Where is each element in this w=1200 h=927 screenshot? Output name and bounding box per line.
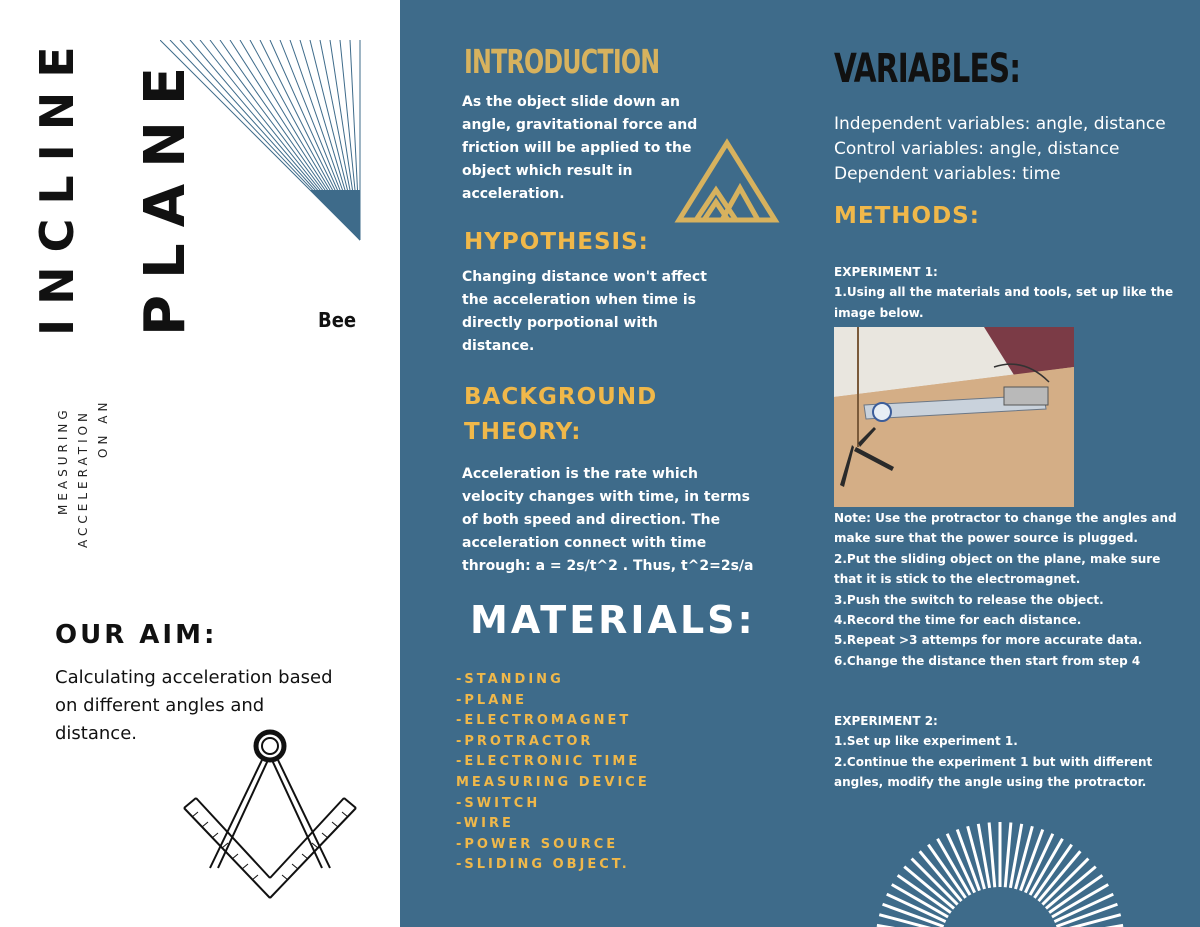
control-variables: Control variables: angle, distance — [834, 139, 1120, 159]
variables-list — [834, 112, 1166, 187]
list-item: -POWER SOURCE — [456, 836, 619, 852]
sunburst-ray — [1042, 859, 1088, 905]
mountain-icon — [674, 138, 780, 224]
note-text: Note: Use the protractor to change the angles and make sure that the power source is plugged. — [834, 511, 1177, 546]
list-item: -SLIDING OBJECT. — [456, 857, 630, 873]
independent-variables: Independent variables: angle, distance — [834, 114, 1166, 134]
experiment2-step1: 1.Set up like experiment 1. — [834, 734, 1018, 749]
hypothesis-body: Changing distance won't affect the acceleration when time is directly porpotional with distance. — [462, 269, 707, 354]
dependent-variables: Dependent variables: time — [834, 164, 1061, 184]
apparatus-photo — [834, 327, 1074, 507]
step-4: 4.Record the time for each distance. — [834, 613, 1082, 628]
list-item: -SWITCH — [456, 795, 541, 811]
subtitle-on-an: ON AN — [96, 398, 110, 458]
title-incline: INCLINE — [30, 32, 84, 336]
compass-square-icon — [182, 728, 362, 908]
list-item: -ELECTROMAGNET — [456, 713, 632, 729]
introduction-body: As the object slide down an angle, gravitational force and friction will be applied to the object which result in acceleration. — [462, 94, 698, 202]
experiment2-title: EXPERIMENT 2: — [834, 714, 938, 728]
variables-heading: VARIABLES: — [834, 46, 1021, 92]
content-panel — [400, 0, 1200, 927]
list-item: -PROTRACTOR — [456, 733, 594, 749]
sunburst-ray — [978, 824, 989, 888]
aim-heading: OUR AIM: — [55, 620, 218, 650]
experiment1-title: EXPERIMENT 1: — [834, 265, 938, 279]
background-body: Acceleration is the rate which velocity changes with time, in terms of both speed and direction. The acceleration connect with time through: a = 2s/t^2 . Thus, t^2=2s/a — [462, 466, 754, 574]
subtitle-acceleration: ACCELERATION — [76, 408, 90, 548]
list-item: -WIRE — [456, 816, 514, 832]
sunburst-graphic — [820, 812, 1180, 927]
author-name: Bee — [318, 308, 357, 332]
sunburst-ray — [1010, 824, 1021, 888]
list-item: -ELECTRONIC TIME MEASURING DEVICE — [456, 754, 650, 790]
sunburst-ray — [989, 822, 995, 887]
step-6: 6.Change the distance then start from step 4 — [834, 653, 1141, 668]
procedure-steps — [834, 508, 1179, 671]
list-item: -STANDING — [456, 672, 564, 687]
step-5: 5.Repeat >3 attemps for more accurate data. — [834, 633, 1143, 648]
step-3: 3.Push the switch to release the object. — [834, 592, 1104, 607]
background-heading-line2: THEORY: — [464, 419, 582, 445]
experiment2-step2: 2.Continue the experiment 1 but with different angles, modify the angle using the protractor. — [834, 754, 1153, 790]
materials-heading: MATERIALS: — [470, 598, 756, 642]
title-plane: PLANE — [133, 50, 198, 336]
subtitle-measuring: MEASURING — [56, 406, 70, 515]
experiment1-step1: 1.Using all the materials and tools, set up like the image below. — [834, 285, 1174, 320]
aim-body: Calculating acceleration based on different angles and distance. — [55, 667, 333, 744]
sunburst-ray — [1005, 822, 1011, 887]
materials-list — [456, 670, 756, 876]
introduction-heading: INTRODUCTION — [464, 42, 660, 81]
hypothesis-heading: HYPOTHESIS: — [464, 229, 649, 255]
cover-panel — [0, 0, 400, 927]
background-heading-line1: BACKGROUND — [464, 384, 658, 410]
step-2: 2.Put the sliding object on the plane, make sure that it is stick to the electromagnet. — [834, 551, 1161, 587]
experiment1-block — [834, 262, 1179, 323]
experiment2-block — [834, 711, 1179, 793]
sunburst-ray — [912, 859, 958, 905]
background-heading — [464, 380, 657, 450]
methods-heading: METHODS: — [834, 203, 980, 229]
list-item: -PLANE — [456, 692, 528, 708]
